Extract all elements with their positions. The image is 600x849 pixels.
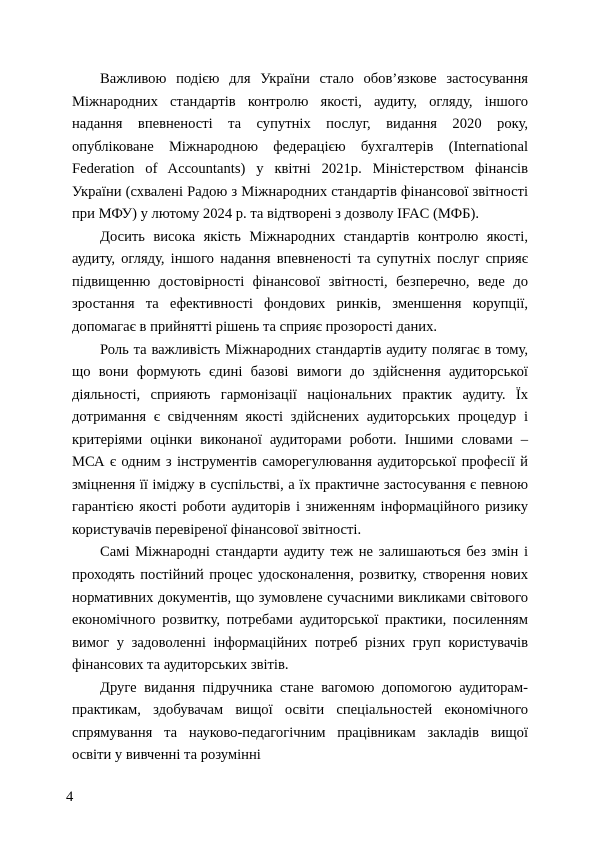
paragraph: Друге видання підручника стане вагомою допомогою аудиторам-практикам, здобувачам вищої освіти спеціальностей економічного спрямування та науково-педагогічним працівникам закладів вищої освіти у вивченні та розумінні <box>72 679 528 764</box>
page-number: 4 <box>66 789 74 805</box>
body-text-block <box>72 68 528 767</box>
paragraph: Самі Міжнародні стандарти аудиту теж не залишаються без змін і проходять постійний процес удосконалення, розвитку, створення нових нормативних документів, що зумовлене сучасними викликами світового економічного розвитку, потребами аудиторської практики, посиленням вимог у задоволенні інформаційних потреб різних груп користувачів фінансових та аудиторських звітів. <box>72 544 528 674</box>
paragraph: Важливою подією для України стало обов’язкове застосування Міжнародних стандартів контролю якості, аудиту, огляду, іншого надання впевненості та супутніх послуг, видання 2020 року, опубліковане Міжнародною федерацією бухгалтерів (International Federation of Accountants) у квітні 2021р. Міністерством фінансів України (схвалені Радою з Міжнародних стандартів фінансової звітності при МФУ) у лютому 2024 р. та відтворені з дозволу IFAC (МФБ). <box>72 71 528 223</box>
paragraph: Досить висока якість Міжнародних стандартів контролю якості, аудиту, огляду, іншого надання впевненості та супутніх послуг сприяє підвищенню достовірності фінансової звітності, безперечно, веде до зростання та ефективності фондових ринків, зменшення корупції, допомагає в прийнятті рішень та сприяє прозорості даних. <box>72 228 528 336</box>
paragraph: Роль та важливість Міжнародних стандартів аудиту полягає в тому, що вони формують єдині базові вимоги до здійснення аудиторської діяльності, сприяють гармонізації національних практик аудиту. Їх дотримання є свідченням якості здійснених аудиторських процедур і критеріями оцінки виконаної аудиторами роботи. Іншими словами – МСА є одним з інструментів саморегулювання аудиторської професії й зміцнення її іміджу в суспільстві, а їх практичне застосування є певною гарантією якості роботи аудиторів і зниженням інформаційного ризику користувачів перевіреної фінансової звітності. <box>72 341 528 538</box>
